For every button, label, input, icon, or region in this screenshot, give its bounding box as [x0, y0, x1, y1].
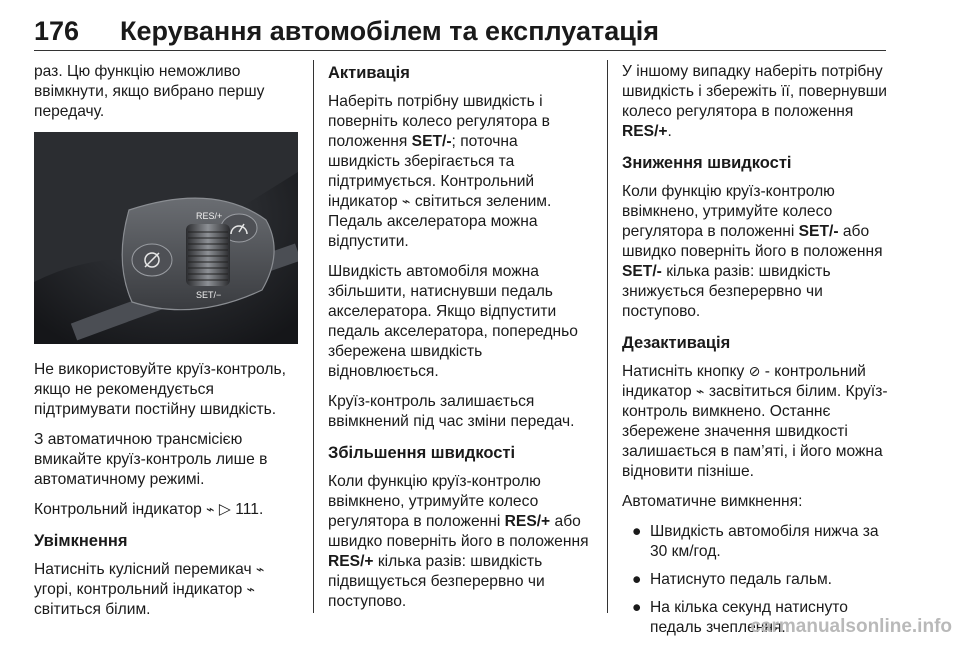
- speedometer-arrow-icon: ⌁: [206, 502, 215, 518]
- speedometer-arrow-icon: ⌁: [402, 194, 411, 210]
- header-divider: [34, 50, 886, 51]
- paragraph: раз. Цю функцію неможливо ввімкнути, якщо вибрано першу передачу.: [34, 63, 265, 120]
- page-reference: 111.: [235, 501, 264, 518]
- column-3: [622, 62, 888, 646]
- steering-wheel-controls-figure: [34, 132, 298, 344]
- crossed-speedometer-icon: ⊘: [748, 364, 761, 380]
- bullet: ●: [632, 571, 642, 588]
- section-heading: Активація: [328, 64, 410, 82]
- column-1: [34, 62, 300, 630]
- speedometer-arrow-icon: ⌁: [246, 582, 256, 598]
- bullet: ●: [632, 523, 642, 540]
- paragraph: Автоматичне вимкнення:: [622, 493, 803, 510]
- speedometer-arrow-icon: ⌁: [255, 562, 265, 578]
- list-item: ● Натиснуто педаль гальм.: [632, 571, 833, 588]
- bullet: ●: [632, 599, 642, 616]
- section-heading: Дезактивація: [622, 334, 731, 352]
- section-heading: Увімкнення: [34, 532, 128, 550]
- paragraph: Контрольний індикатор ⌁ ▷ 111.: [34, 501, 264, 518]
- paragraph: Натисніть кнопку ⊘ - контрольний індикатор ⌁ засвітиться білим. Круїз-контроль вимкнено. Останнє збережене значення швидкості залишається в пам’яті, і його можна відновити пізніше.: [622, 363, 888, 480]
- paragraph: Натисніть кулісний перемикач ⌁ угорі, контрольний індикатор ⌁ світиться білим.: [34, 561, 265, 618]
- paragraph: Не використовуйте круїз-контроль, якщо не рекомендується підтримувати постійну швидкість.: [34, 361, 286, 418]
- paragraph: Круїз-контроль залишається ввімкнений під час зміни передач.: [328, 393, 575, 430]
- arrow-reference-icon: ▷: [218, 501, 231, 518]
- list-item: ● Швидкість автомобіля нижча за 30 км/год.: [632, 523, 879, 560]
- section-heading: Зниження швидкості: [622, 154, 792, 172]
- set-label: SET/−: [196, 290, 222, 300]
- section-heading: Збільшення швидкості: [328, 444, 516, 462]
- res-label: RES/+: [196, 211, 223, 221]
- column-divider-1: [313, 60, 314, 613]
- paragraph: Коли функцію круїз-контролю ввімкнено, утримуйте колесо регулятора в положенні RES/+ або швидко поверніть його в положення RES/+ кілька разів: швидкість підвищується безперервно чи поступово.: [328, 473, 589, 610]
- column-divider-2: [607, 60, 608, 613]
- paragraph: Коли функцію круїз-контролю ввімкнено, утримуйте колесо регулятора в положенні SET/- або швидко поверніть його в положення SET/- кілька разів: швидкість знижується безперервно чи поступово.: [622, 183, 883, 320]
- page-header: [34, 12, 884, 50]
- watermark: carmanualsonline.info: [750, 616, 952, 637]
- paragraph: З автоматичною трансмісією вмикайте круїз-контроль лише в автоматичному режимі.: [34, 431, 268, 488]
- paragraph: Наберіть потрібну швидкість і поверніть колесо регулятора в положення SET/-; поточна швидкість зберігається та підтримується. Контрольний індикатор ⌁ світиться зеленим. Педаль акселератора можна відпустити.: [328, 93, 552, 250]
- thumbwheel[interactable]: [186, 224, 230, 286]
- paragraph: Швидкість автомобіля можна збільшити, натиснувши педаль акселератора. Якщо відпустити педаль акселератора, попередньо збережена швидкість відновлюється.: [328, 263, 578, 380]
- speedometer-arrow-icon: ⌁: [696, 384, 705, 400]
- column-2: [328, 62, 593, 622]
- page-title: Керування автомобілем та експлуатація: [120, 16, 660, 46]
- page-number: 176: [34, 16, 80, 46]
- list-item: ● На кілька секунд натиснуто педаль зчеплення.: [632, 599, 848, 636]
- paragraph: У іншому випадку наберіть потрібну швидкість і збережіть її, повернувши колесо регулятора в положення RES/+.: [622, 63, 887, 140]
